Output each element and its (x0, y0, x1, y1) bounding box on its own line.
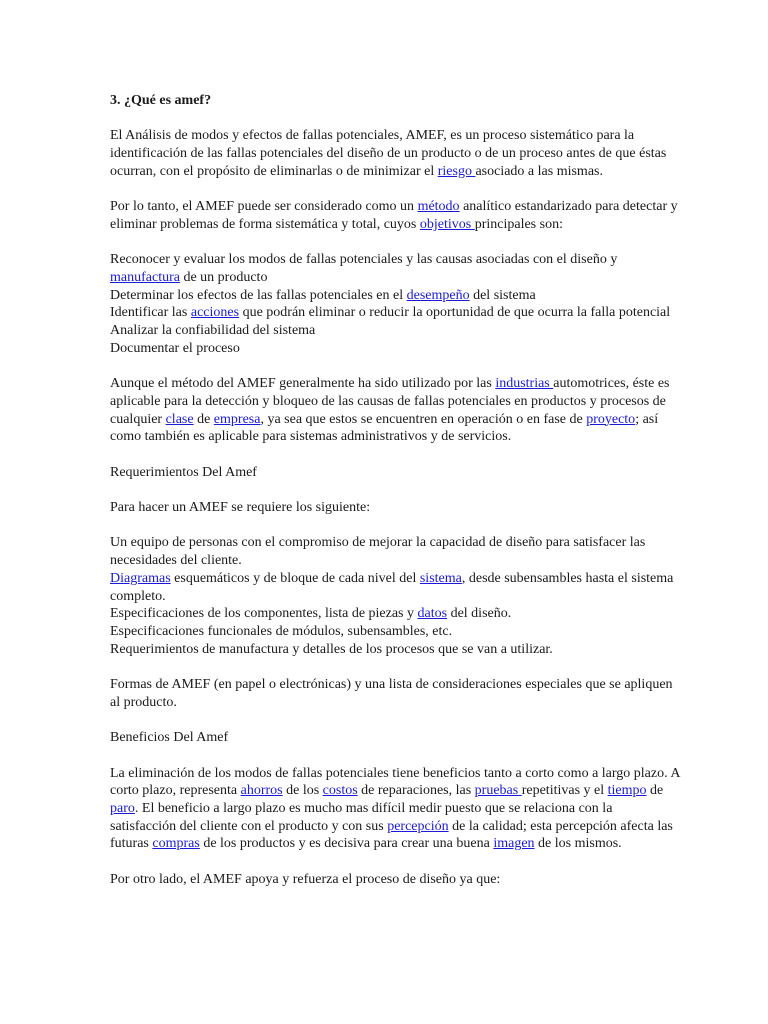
text-run: Reconocer y evaluar los modos de fallas potenciales y las causas asociadas con el diseño y (110, 252, 618, 268)
text-run: de un producto (179, 269, 268, 285)
link-pruebas[interactable]: pruebas (474, 783, 522, 799)
requirement-item (110, 570, 680, 605)
text-run: Un equipo de personas con el compromiso de mejorar la capacidad de diseño para satisfacer las necesidades del cliente. (110, 535, 646, 569)
objectives-list (110, 251, 680, 357)
text-run: ; así como también es aplicable para sistemas administrativos y de servicios. (110, 411, 659, 445)
link-paro[interactable]: paro (110, 800, 135, 816)
benefits-paragraph (110, 765, 680, 854)
text-run: , desde subensambles hasta el sistema completo. (110, 570, 674, 604)
text-run: Especificaciones funcionales de módulos, subensambles, etc. (110, 623, 453, 639)
text-run: de (646, 783, 664, 799)
text-run: de los mismos. (534, 836, 622, 852)
text-run: de reparaciones, las (357, 783, 475, 799)
link-proyecto[interactable]: proyecto (586, 411, 636, 427)
link-objetivos[interactable]: objetivos (419, 216, 475, 232)
forms-paragraph: Formas de AMEF (en papel o electrónicas) y una lista de consideraciones especiales que se apliquen al producto. (110, 677, 673, 710)
link-riesgo[interactable]: riesgo (437, 163, 476, 179)
closing-paragraph: Por otro lado, el AMEF apoya y refuerza el proceso de diseño ya que: (110, 871, 501, 887)
text-run: Especificaciones de los componentes, lista de piezas y (110, 606, 418, 622)
text-run: de los (282, 783, 323, 799)
intro2-paragraph (110, 198, 680, 233)
requirements-heading: Requerimientos Del Amef (110, 464, 257, 480)
link-metodo[interactable]: método (417, 199, 460, 215)
link-ahorros[interactable]: ahorros (240, 783, 283, 799)
text-run: Determinar los efectos de las fallas potenciales en el (110, 287, 407, 303)
link-manufactura[interactable]: manufactura (110, 269, 180, 285)
text-run: de los productos y es decisiva para crear una buena (199, 836, 494, 852)
text-run: analítico estandarizado para detectar y eliminar problemas de forma sistemática y total, cuyos (110, 199, 678, 232)
text-run: asociado a las mismas. (475, 163, 603, 179)
text-run: esquemáticos y de bloque de cada nivel del (170, 570, 420, 586)
objective-item (110, 340, 680, 358)
text-run: que podrán eliminar o reducir la oportunidad de que ocurra la falla potencial (239, 305, 671, 321)
link-imagen[interactable]: imagen (493, 836, 535, 852)
applicability-paragraph (110, 375, 680, 446)
text-run: Analizar la confiabilidad del sistema (110, 323, 316, 339)
text-run: del diseño. (447, 606, 512, 622)
link-compras[interactable]: compras (152, 836, 200, 852)
link-desempeno[interactable]: desempeño (406, 287, 470, 303)
objective-item (110, 304, 680, 322)
document-body (110, 92, 680, 888)
text-run: El Análisis de modos y efectos de fallas potenciales, AMEF, es un proceso sistemático para la identificación de las fallas potenciales del diseño de un producto o de un proceso antes de que éstas ocurran, con el propósito de eliminarlas o de minimizar el (110, 128, 667, 179)
text-run: de (193, 411, 214, 427)
text-run: del sistema (469, 287, 536, 303)
link-datos[interactable]: datos (417, 606, 448, 622)
requirement-item (110, 641, 680, 659)
objective-item (110, 251, 680, 286)
link-tiempo[interactable]: tiempo (607, 783, 647, 799)
intro-paragraph (110, 127, 680, 180)
requirements-list (110, 534, 680, 658)
link-clase[interactable]: clase (165, 411, 194, 427)
link-costos[interactable]: costos (322, 783, 358, 799)
text-run: . El beneficio a largo plazo es mucho mas difícil medir puesto que se relaciona con la satisfacción del cliente con el producto y con sus (110, 800, 613, 834)
text-run: principales son: (474, 216, 563, 232)
requirement-item (110, 623, 680, 641)
text-run: Requerimientos de manufactura y detalles de los procesos que se van a utilizar. (110, 641, 553, 657)
text-run: Aunque el método del AMEF generalmente ha sido utilizado por las (110, 376, 496, 392)
link-sistema[interactable]: sistema (419, 570, 462, 586)
objective-item (110, 287, 680, 305)
text-run: , ya sea que estos se encuentren en operación o en fase de (260, 411, 587, 427)
text-run: automotrices, éste es aplicable para la detección y bloqueo de las causas de fallas potenciales en productos y procesos de cualquier (110, 376, 670, 427)
benefits-heading: Beneficios Del Amef (110, 730, 229, 746)
objective-item (110, 322, 680, 340)
section-title: 3. ¿Qué es amef? (110, 93, 212, 108)
requirement-item (110, 605, 680, 623)
text-run: repetitivas y el (521, 783, 608, 799)
link-diagramas[interactable]: Diagramas (110, 570, 171, 586)
link-acciones[interactable]: acciones (190, 305, 240, 321)
link-empresa[interactable]: empresa (213, 411, 261, 427)
link-industrias[interactable]: industrias (495, 376, 554, 392)
text-run: Identificar las (110, 305, 191, 321)
text-run: Documentar el proceso (110, 340, 240, 356)
text-run: La eliminación de los modos de fallas potenciales tiene beneficios tanto a corto como a largo plazo. A corto plazo, representa (110, 765, 680, 799)
link-percepcion[interactable]: percepción (387, 818, 449, 834)
text-run: de la calidad; esta percepción afecta las futuras (110, 818, 673, 852)
requirements-intro: Para hacer un AMEF se requiere los siguiente: (110, 500, 371, 516)
requirement-item (110, 534, 680, 569)
text-run: Por lo tanto, el AMEF puede ser considerado como un (110, 199, 418, 215)
